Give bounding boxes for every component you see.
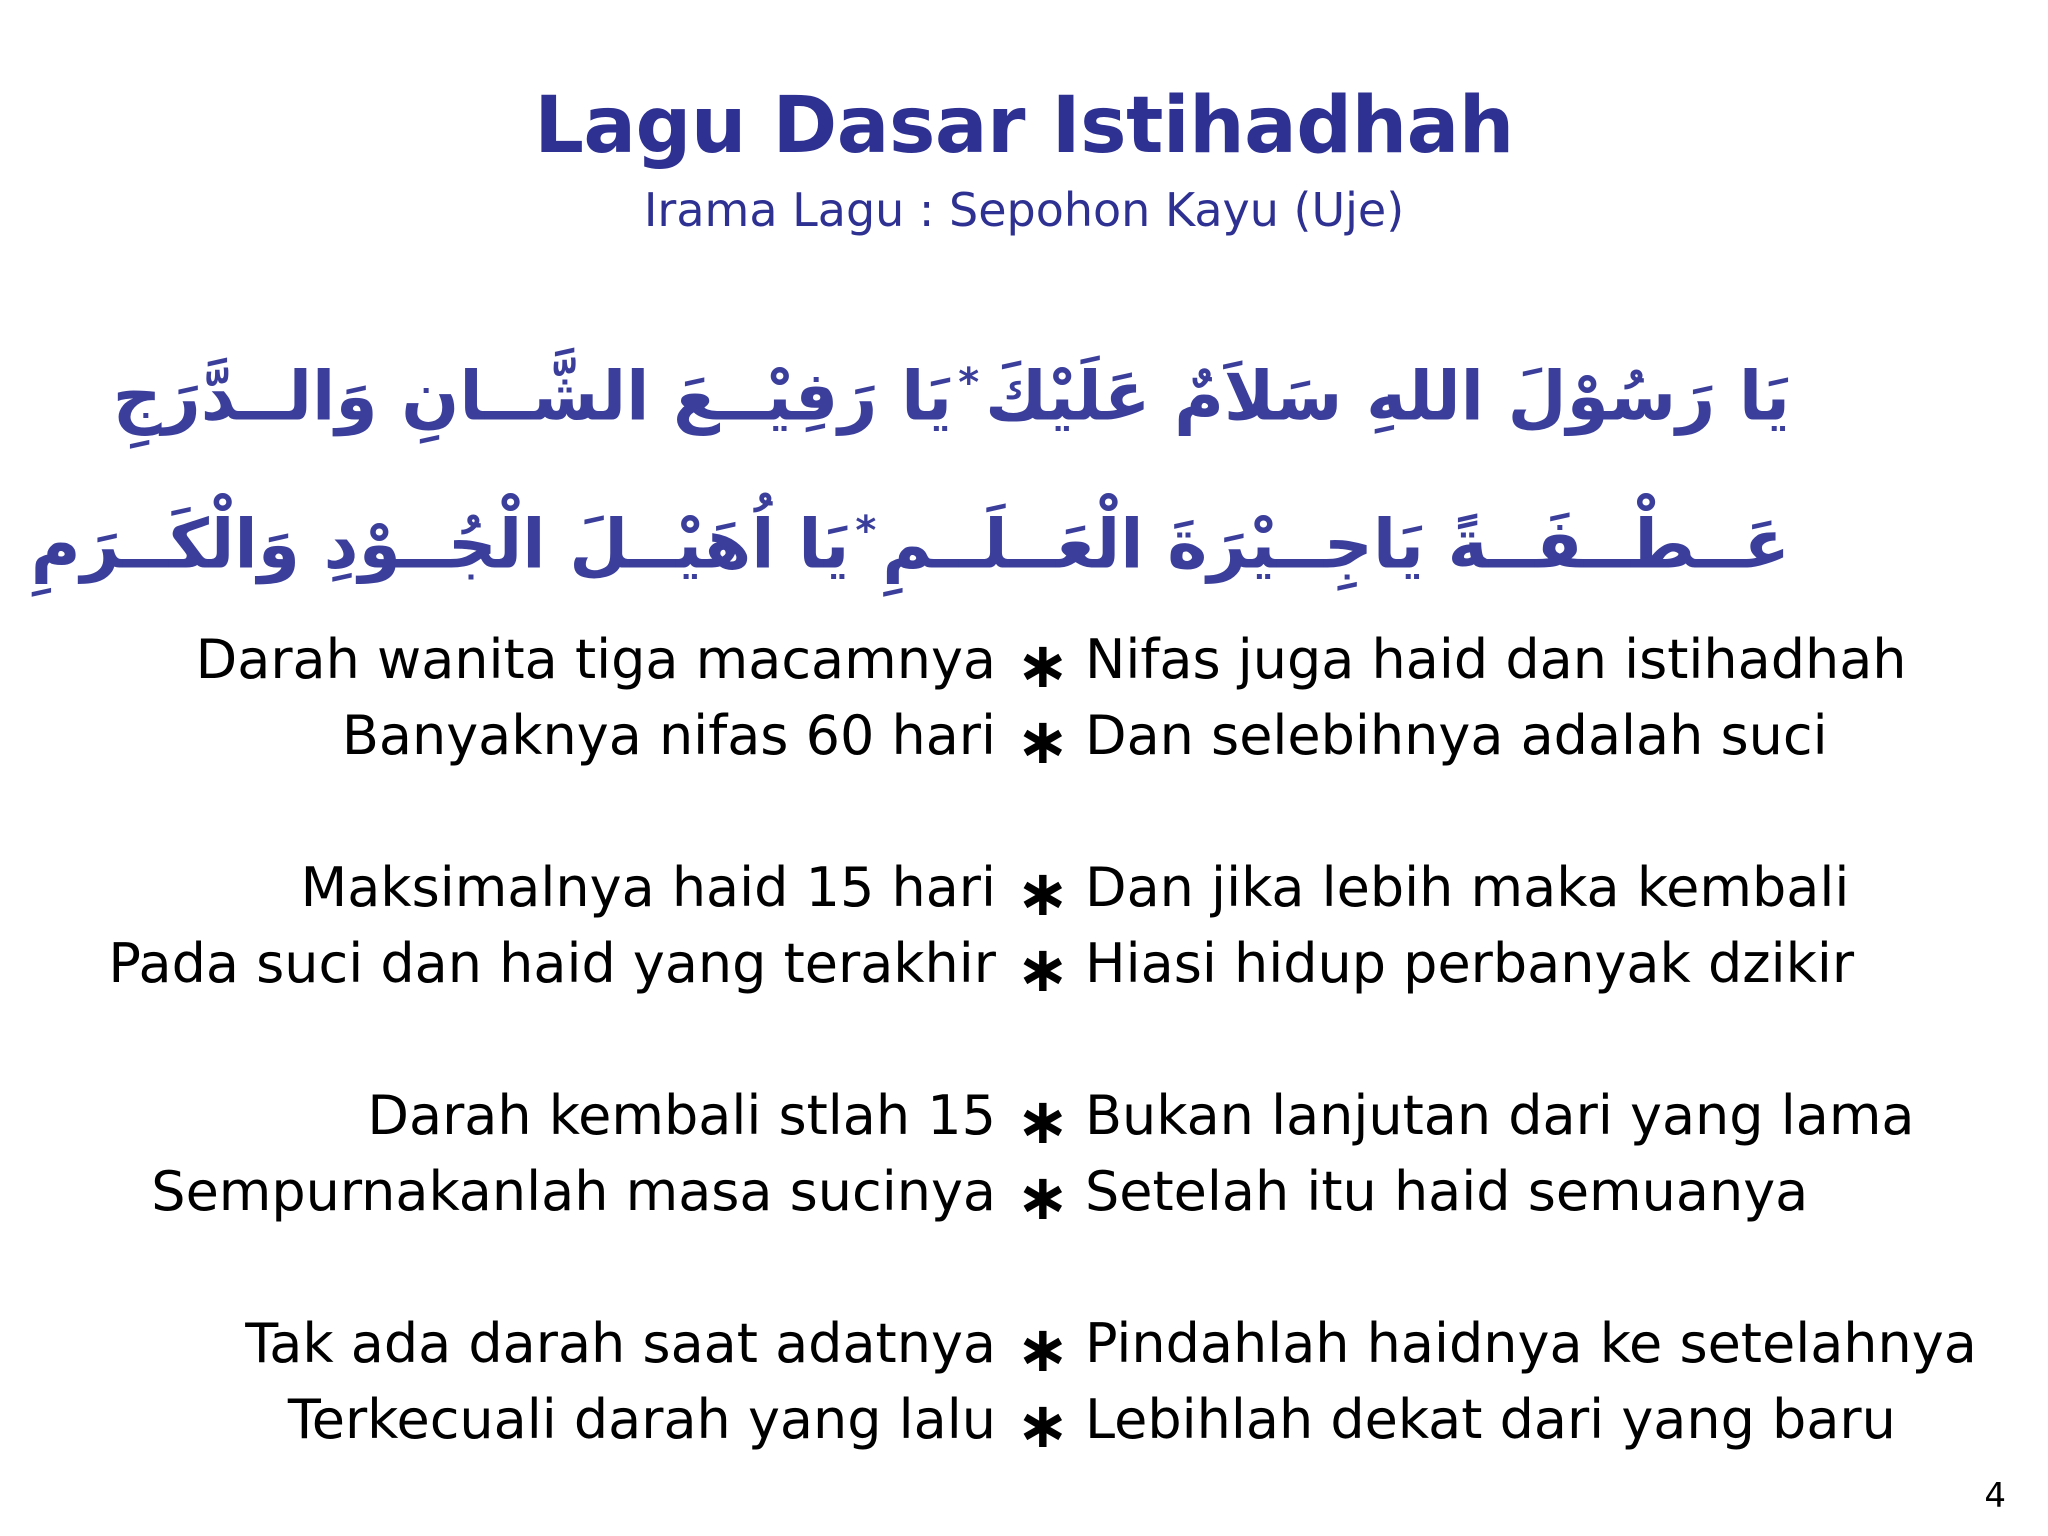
arabic-verse-1-left-part: يَا رَفِيْــعَ الشَّــانِ وَالــدَّرَجِ — [112, 357, 953, 437]
arabic-verse-2 — [30, 476, 1790, 601]
lyric-line — [0, 1078, 2048, 1159]
arabic-verse-2-left-part: يَا اُهَيْــلَ الْجُــوْدِ وَالْكَــرَمِ — [30, 505, 850, 585]
lyric-left-half: Tak ada darah saat adatnya — [245, 1312, 996, 1375]
lyric-right-half: Nifas juga haid dan istihadhah — [1085, 628, 1907, 691]
slide-title: Lagu Dasar Istihadhah — [534, 81, 1514, 171]
lyric-separator-star: ∗ — [1016, 1389, 1070, 1463]
page-number: 4 — [1984, 1476, 2006, 1516]
lyric-left-half: Sempurnakanlah masa sucinya — [151, 1160, 996, 1223]
lyric-separator-star: ∗ — [1016, 1161, 1070, 1235]
lyric-separator-star: ∗ — [1016, 705, 1070, 779]
lyric-right-half: Setelah itu haid semuanya — [1085, 1160, 1809, 1223]
lyric-right-half: Pindahlah haidnya ke setelahnya — [1085, 1312, 1977, 1375]
arabic-verse-1-right-part: يَا رَسُوْلَ اللهِ سَلاَمٌ عَلَيْكَ — [985, 357, 1790, 437]
lyric-separator-star: ∗ — [1016, 933, 1070, 1007]
lyric-line — [0, 850, 2048, 931]
lyric-left-half: Banyaknya nifas 60 hari — [341, 704, 996, 767]
slide-subtitle: Irama Lagu : Sepohon Kayu (Uje) — [643, 183, 1405, 237]
lyric-separator-star: ∗ — [1016, 1085, 1070, 1159]
lyric-right-half: Dan jika lebih maka kembali — [1085, 856, 1850, 919]
lyric-right-half: Dan selebihnya adalah suci — [1085, 704, 1828, 767]
lyric-left-half: Darah kembali stlah 15 — [367, 1084, 996, 1147]
lyric-left-half: Terkecuali darah yang lalu — [287, 1388, 996, 1451]
lyric-separator-star: ∗ — [1016, 629, 1070, 703]
lyric-line — [0, 622, 2048, 703]
lyric-line — [0, 1382, 2048, 1463]
lyric-right-half: Bukan lanjutan dari yang lama — [1085, 1084, 1915, 1147]
lyric-left-half: Maksimalnya haid 15 hari — [300, 856, 996, 919]
arabic-verse-2-separator: * — [855, 508, 877, 554]
lyric-line — [0, 698, 2048, 779]
lyric-line — [0, 926, 2048, 1007]
arabic-verse-1-separator: * — [958, 360, 980, 406]
lyric-line — [0, 1154, 2048, 1235]
lyric-line — [0, 1306, 2048, 1387]
arabic-verse-2-right-part: عَــطْــفَــةً يَاجِــيْرَةَ الْعَــلَــمِ — [882, 505, 1790, 585]
lyric-right-half: Hiasi hidup perbanyak dzikir — [1085, 932, 1855, 995]
lyric-left-half: Pada suci dan haid yang terakhir — [108, 932, 996, 995]
lyric-separator-star: ∗ — [1016, 1313, 1070, 1387]
arabic-verse-1 — [112, 328, 1790, 453]
lyric-left-half: Darah wanita tiga macamnya — [195, 628, 996, 691]
lyric-right-half: Lebihlah dekat dari yang baru — [1085, 1388, 1896, 1451]
lyric-separator-star: ∗ — [1016, 857, 1070, 931]
